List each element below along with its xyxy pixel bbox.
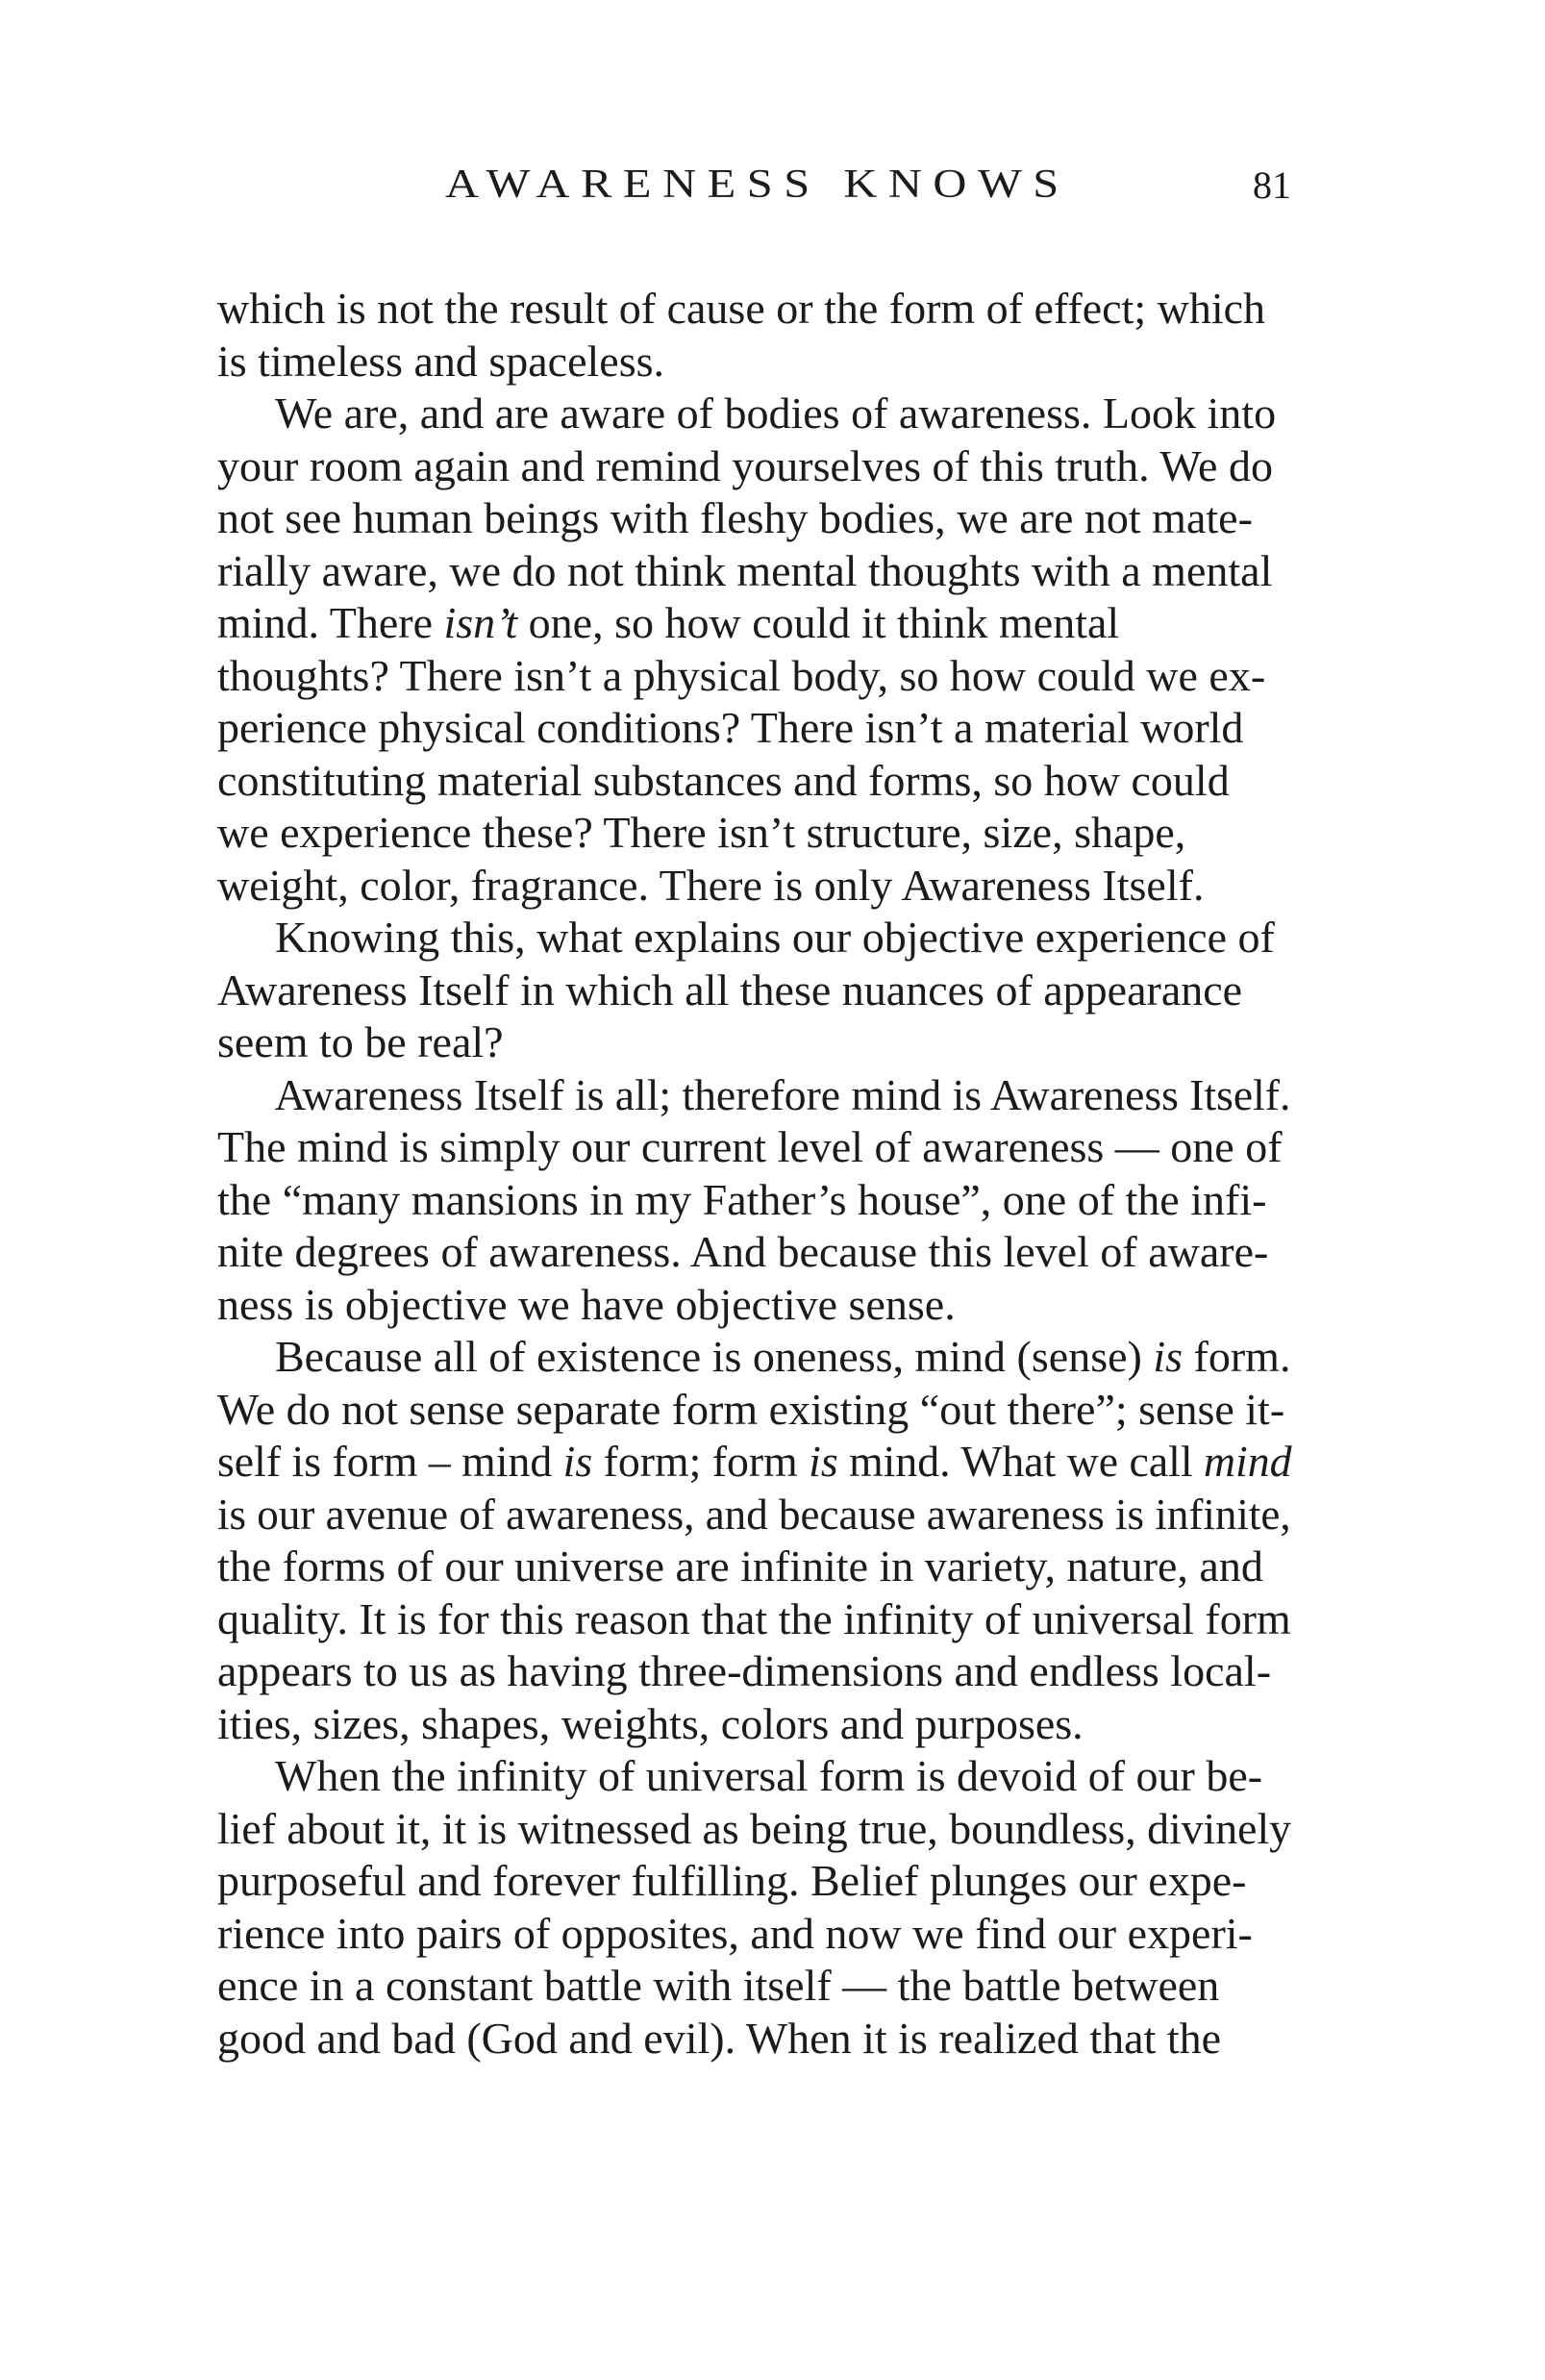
text-line — [217, 1855, 1291, 1908]
text-line — [217, 1750, 1291, 1803]
text-line — [217, 1121, 1291, 1174]
text-line — [217, 545, 1291, 598]
body-text — [217, 283, 1291, 2065]
text-run: Awareness Itself in which all these nuances of appearance — [217, 965, 1243, 1015]
italic-text: mind — [1203, 1437, 1292, 1486]
text-run: rially aware, we do not think mental thoughts with a mental — [217, 545, 1273, 595]
text-line — [217, 912, 1291, 965]
text-run: weight, color, fragrance. There is only Awareness Itself. — [217, 860, 1205, 910]
text-line — [217, 1803, 1291, 1856]
text-run: perience physical conditions? There isn’t a material world — [217, 703, 1244, 752]
text-line — [217, 1279, 1291, 1332]
text-line — [217, 1645, 1291, 1698]
text-line — [217, 388, 1291, 440]
text-run: When the infinity of universal form is devoid of our be- — [275, 1751, 1263, 1800]
text-run: the forms of our universe are infinite in variety, nature, and — [217, 1541, 1263, 1591]
text-run: We are, and are aware of bodies of awareness. Look into — [275, 388, 1277, 438]
italic-text: is — [1153, 1332, 1184, 1381]
text-run: Knowing this, what explains our objective experience of — [275, 913, 1275, 962]
page-number: 81 — [1253, 163, 1291, 207]
text-run: the “many mansions in my Father’s house”, one of the infi- — [217, 1174, 1267, 1224]
text-line — [217, 1541, 1291, 1593]
text-run: Awareness Itself is all; therefore mind is Awareness Itself. — [274, 1069, 1291, 1119]
text-run: The mind is simply our current level of awareness — one of — [217, 1122, 1283, 1171]
text-run: We do not sense separate form existing “out there”; sense it- — [217, 1384, 1285, 1434]
italic-text: is — [562, 1437, 593, 1486]
text-line — [217, 1908, 1291, 1961]
text-line — [217, 2013, 1291, 2066]
running-head-title: AWARENESS KNOWS — [445, 163, 1070, 207]
text-line — [217, 1384, 1291, 1437]
text-line — [217, 755, 1291, 808]
text-line — [217, 283, 1291, 336]
text-line — [217, 702, 1291, 755]
text-run: ence in a constant battle with itself — the battle between — [217, 1961, 1220, 2010]
text-run: purposeful and forever fulfilling. Belief plunges our expe- — [217, 1856, 1247, 1905]
text-run: your room again and remind yourselves of this truth. We do — [217, 440, 1273, 490]
text-run: thoughts? There isn’t a physical body, so how could we ex- — [217, 650, 1266, 700]
text-line — [217, 1331, 1291, 1384]
text-run: mind. What we call — [837, 1437, 1204, 1486]
text-run: appears to us as having three-dimensions and endless local- — [217, 1646, 1272, 1695]
text-line — [217, 1960, 1291, 2013]
text-run: ness is objective we have objective sense. — [217, 1279, 956, 1329]
text-line — [217, 807, 1291, 860]
text-run: Because all of existence is oneness, mind (sense) — [275, 1332, 1154, 1381]
text-line — [217, 1016, 1291, 1069]
text-run: rience into pairs of opposites, and now we find our experi- — [217, 1908, 1253, 1958]
text-line — [217, 860, 1291, 913]
text-line — [217, 1226, 1291, 1279]
italic-text: is — [809, 1437, 838, 1486]
text-line — [217, 1436, 1291, 1489]
text-line — [217, 492, 1291, 545]
text-run: quality. It is for this reason that the infinity of universal form — [217, 1593, 1291, 1643]
text-run: mind. There — [217, 598, 444, 647]
text-run: we experience these? There isn’t structure, size, shape, — [217, 808, 1186, 857]
text-line — [217, 597, 1291, 650]
text-line — [217, 1698, 1291, 1751]
text-line — [217, 1593, 1291, 1646]
text-run: one, so how could it think mental — [517, 598, 1120, 647]
text-line — [217, 965, 1291, 1017]
text-run: constituting material substances and forms, so how could — [217, 755, 1230, 805]
text-run: seem to be real? — [217, 1017, 504, 1066]
text-line — [217, 1069, 1349, 1122]
text-run: self is form – mind — [217, 1437, 563, 1486]
text-run: form; form — [592, 1437, 810, 1486]
text-run: is our avenue of awareness, and because awareness is infinite, — [217, 1489, 1291, 1539]
text-run: nite degrees of awareness. And because this level of aware- — [217, 1227, 1269, 1276]
text-run: ities, sizes, shapes, weights, colors and purposes. — [217, 1698, 1084, 1748]
text-line — [217, 1489, 1291, 1541]
text-run: is timeless and spaceless. — [217, 336, 665, 386]
text-run: lief about it, it is witnessed as being true, boundless, divinely — [217, 1803, 1292, 1853]
text-run: not see human beings with fleshy bodies, we are not mate- — [217, 493, 1253, 542]
text-run: which is not the result of cause or the form of effect; which — [217, 284, 1266, 333]
text-line — [217, 1174, 1291, 1227]
text-line — [217, 650, 1291, 703]
text-line — [217, 440, 1291, 493]
text-run: good and bad (God and evil). When it is realized that the — [217, 2013, 1222, 2063]
italic-text: isn’t — [443, 598, 518, 647]
text-run: form. — [1183, 1332, 1291, 1381]
text-line — [217, 336, 1291, 388]
